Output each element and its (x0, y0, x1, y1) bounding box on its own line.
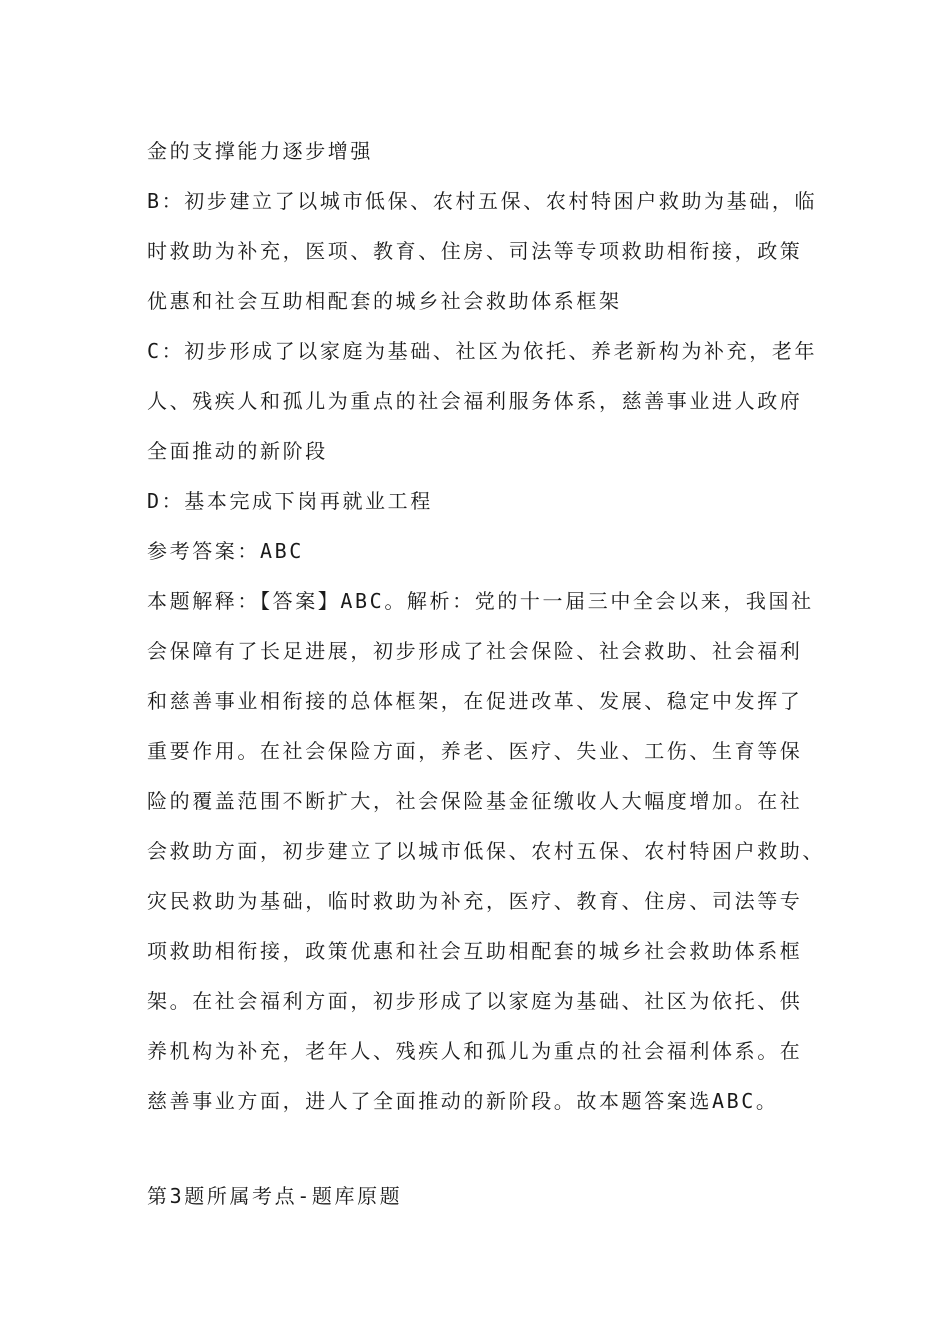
explanation-line: 本题解释：【答案】ABC。解析：党的十一届三中全会以来，我国社 (147, 589, 814, 613)
option-d-line: D：基本完成下岗再就业工程 (147, 489, 433, 513)
explanation-line: 项救助相衔接，政策优惠和社会互助相配套的城乡社会救助体系框 (147, 939, 803, 963)
option-b-line: B：初步建立了以城市低保、农村五保、农村特困户救助为基础，临 (147, 189, 818, 213)
section-heading: 第3题所属考点-题库原题 (147, 1184, 403, 1208)
explanation-line: 和慈善事业相衔接的总体框架，在促进改革、发展、稳定中发挥了 (147, 689, 803, 713)
text-line: 时救助为补充，医项、教育、住房、司法等专项救助相衔接，政策 (147, 239, 803, 263)
text-line: 全面推动的新阶段 (147, 439, 328, 463)
explanation-line: 养机构为补充，老年人、残疾人和孤儿为重点的社会福利体系。在 (147, 1039, 803, 1063)
explanation-line: 重要作用。在社会保险方面，养老、医疗、失业、工伤、生育等保 (147, 739, 803, 763)
text-line: 人、残疾人和孤儿为重点的社会福利服务体系，慈善事业进人政府 (147, 389, 803, 413)
explanation-line: 险的覆盖范围不断扩大，社会保险基金征缴收人大幅度增加。在社 (147, 789, 803, 813)
explanation-line: 慈善事业方面，进人了全面推动的新阶段。故本题答案选ABC。 (147, 1089, 779, 1113)
option-c-line: C：初步形成了以家庭为基础、社区为依托、养老新构为补充，老年 (147, 339, 818, 363)
explanation-line: 架。在社会福利方面，初步形成了以家庭为基础、社区为依托、供 (147, 989, 803, 1013)
explanation-line: 灾民救助为基础，临时救助为补充，医疗、教育、住房、司法等专 (147, 889, 803, 913)
text-line: 金的支撑能力逐步增强 (147, 139, 373, 163)
explanation-line: 会救助方面，初步建立了以城市低保、农村五保、农村特困户救助、 (147, 839, 825, 863)
explanation-line: 会保障有了长足进展，初步形成了社会保险、社会救助、社会福利 (147, 639, 803, 663)
reference-answer: 参考答案：ABC (147, 539, 304, 563)
text-line: 优惠和社会互助相配套的城乡社会救助体系框架 (147, 289, 622, 313)
